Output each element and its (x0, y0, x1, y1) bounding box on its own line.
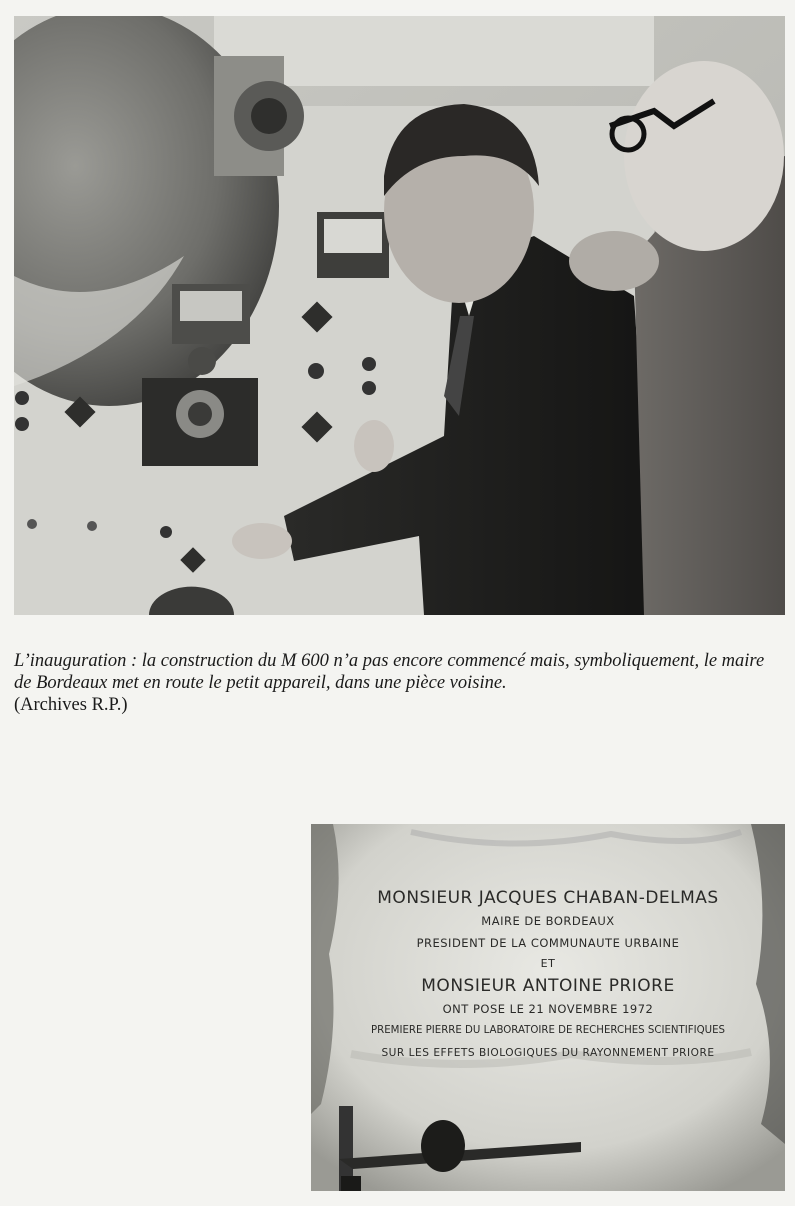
plaque-fixture (421, 1120, 465, 1172)
plaque-line-8: SUR LES EFFETS BIOLOGIQUES DU RAYONNEMENT PRIORE (381, 1047, 715, 1059)
inauguration-photo-illustration (14, 16, 785, 615)
plaque-line-1: MONSIEUR JACQUES CHABAN-DELMAS (377, 888, 719, 908)
commemorative-plaque (311, 824, 785, 1191)
inauguration-photo (14, 16, 785, 615)
plaque-line-5: MONSIEUR ANTOINE PRIORE (421, 976, 675, 996)
plaque-line-3: PRESIDENT DE LA COMMUNAUTE URBAINE (416, 936, 680, 950)
caption-credit: (Archives R.P.) (14, 695, 128, 715)
caption-text: L’inauguration : la construction du M 600 n’a pas encore commencé mais, symboliquement, le maire de Bordeaux met en route le petit appareil, dans une pièce voisine. (14, 651, 765, 693)
plaque-line-2: MAIRE DE BORDEAUX (481, 914, 615, 928)
photo-caption (14, 650, 785, 716)
plaque-line-6: ONT POSE LE 21 NOVEMBRE 1972 (442, 1002, 654, 1016)
plaque-inscription (311, 886, 785, 1064)
plaque-line-7: PREMIERE PIERRE DU LABORATOIRE DE RECHERCHES SCIENTIFIQUES (371, 1025, 725, 1036)
plaque-line-4: ET (540, 957, 556, 970)
